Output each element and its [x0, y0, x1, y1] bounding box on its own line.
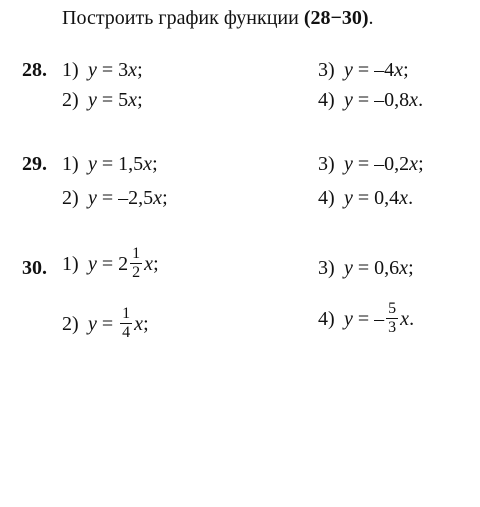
equation-lhs: y	[88, 59, 97, 81]
equation-lhs: y	[88, 312, 97, 335]
item-index: 4)	[318, 307, 335, 330]
problem-item	[318, 88, 423, 112]
equation	[88, 152, 158, 176]
problem-item	[318, 256, 414, 280]
equation	[344, 186, 413, 210]
equals-sign: =	[352, 187, 375, 209]
item-index: 2)	[62, 312, 79, 335]
fraction-denominator: 3	[388, 319, 397, 336]
equation-lhs: y	[344, 307, 353, 330]
variable: x	[128, 59, 138, 81]
variable: x	[409, 89, 419, 111]
equation-lhs: y	[88, 89, 97, 111]
equation-lhs: y	[344, 89, 353, 111]
equals-sign: =	[96, 89, 119, 111]
variable: x	[153, 187, 163, 209]
punctuation: ;	[152, 153, 158, 175]
equals-sign: =	[352, 59, 375, 81]
punctuation: ;	[137, 89, 143, 111]
equals-sign: =	[352, 153, 375, 175]
punctuation: ;	[162, 187, 168, 209]
punctuation: ;	[153, 252, 159, 275]
coefficient: –0,2	[374, 153, 410, 175]
coefficient: –0,8	[374, 89, 410, 111]
problem-item	[318, 58, 409, 82]
item-index: 4)	[318, 89, 335, 111]
variable: x	[144, 252, 154, 275]
task-heading-text: Построить график функции	[62, 7, 299, 29]
item-index: 3)	[318, 257, 335, 279]
variable: x	[143, 153, 153, 175]
punctuation: ;	[408, 257, 414, 279]
item-index: 2)	[62, 187, 79, 209]
coefficient: 5	[118, 89, 129, 111]
coefficient: 0,4	[374, 187, 400, 209]
equation	[88, 58, 143, 82]
variable: x	[128, 89, 138, 111]
equation	[344, 58, 409, 82]
item-index: 2)	[62, 89, 79, 111]
problem-item	[318, 300, 414, 337]
fraction-denominator: 2	[132, 264, 141, 281]
variable: x	[400, 307, 410, 330]
equation-lhs: y	[344, 187, 353, 209]
problem-item	[318, 152, 424, 176]
problem-number-30: 30.	[22, 257, 47, 279]
equation-lhs: y	[344, 153, 353, 175]
coefficient: 0,6	[374, 257, 400, 279]
problem-item	[62, 88, 143, 112]
problem-item	[62, 305, 149, 342]
problem-item	[318, 186, 413, 210]
equation	[88, 186, 168, 210]
fraction-numerator: 1	[132, 245, 141, 262]
equals-sign: =	[96, 312, 119, 335]
equation	[344, 152, 424, 176]
equals-sign: =	[352, 257, 375, 279]
item-index: 3)	[318, 59, 335, 81]
problem-item	[62, 152, 158, 176]
coefficient: 3	[118, 59, 129, 81]
problem-number-29: 29.	[22, 153, 47, 175]
equals-sign: =	[352, 89, 375, 111]
equation-lhs: y	[344, 257, 353, 279]
task-heading	[62, 6, 374, 30]
variable: x	[394, 59, 404, 81]
equals-sign: =	[96, 252, 119, 275]
item-index: 1)	[62, 153, 79, 175]
fraction	[130, 245, 142, 282]
punctuation: ;	[418, 153, 424, 175]
fraction-denominator: 4	[122, 324, 131, 341]
whole-part: 2	[118, 252, 129, 275]
fraction	[120, 305, 132, 342]
variable: x	[399, 257, 409, 279]
coefficient: 1,5	[118, 153, 144, 175]
variable: x	[399, 187, 409, 209]
equation-lhs: y	[88, 187, 97, 209]
task-heading-period: .	[368, 7, 374, 29]
coefficient: –4	[374, 59, 395, 81]
punctuation: ;	[403, 59, 409, 81]
equation	[344, 256, 414, 280]
item-index: 4)	[318, 187, 335, 209]
equals-sign: =	[96, 187, 119, 209]
item-index: 1)	[62, 59, 79, 81]
fraction-numerator: 5	[388, 300, 397, 317]
minus-sign: –	[374, 307, 385, 330]
punctuation: ;	[137, 59, 143, 81]
item-index: 1)	[62, 252, 79, 275]
fraction-numerator: 1	[122, 305, 131, 322]
punctuation: .	[418, 89, 424, 111]
problem-item	[62, 186, 168, 210]
equation-lhs: y	[88, 153, 97, 175]
punctuation: .	[408, 187, 414, 209]
equation-lhs: y	[88, 252, 97, 275]
equation	[88, 305, 149, 342]
equals-sign: =	[352, 307, 375, 330]
equals-sign: =	[96, 153, 119, 175]
equation	[344, 300, 414, 337]
equation-lhs: y	[344, 59, 353, 81]
variable: x	[409, 153, 419, 175]
coefficient: –2,5	[118, 187, 154, 209]
item-index: 3)	[318, 153, 335, 175]
variable: x	[134, 312, 144, 335]
equation	[88, 245, 159, 282]
equation	[344, 88, 423, 112]
problem-item	[62, 58, 143, 82]
punctuation: ;	[143, 312, 149, 335]
task-heading-range: (28−30)	[303, 7, 369, 29]
fraction	[386, 300, 398, 337]
problem-item	[62, 245, 159, 282]
problem-number-28: 28.	[22, 59, 47, 81]
punctuation: .	[409, 307, 415, 330]
equals-sign: =	[96, 59, 119, 81]
equation	[88, 88, 143, 112]
